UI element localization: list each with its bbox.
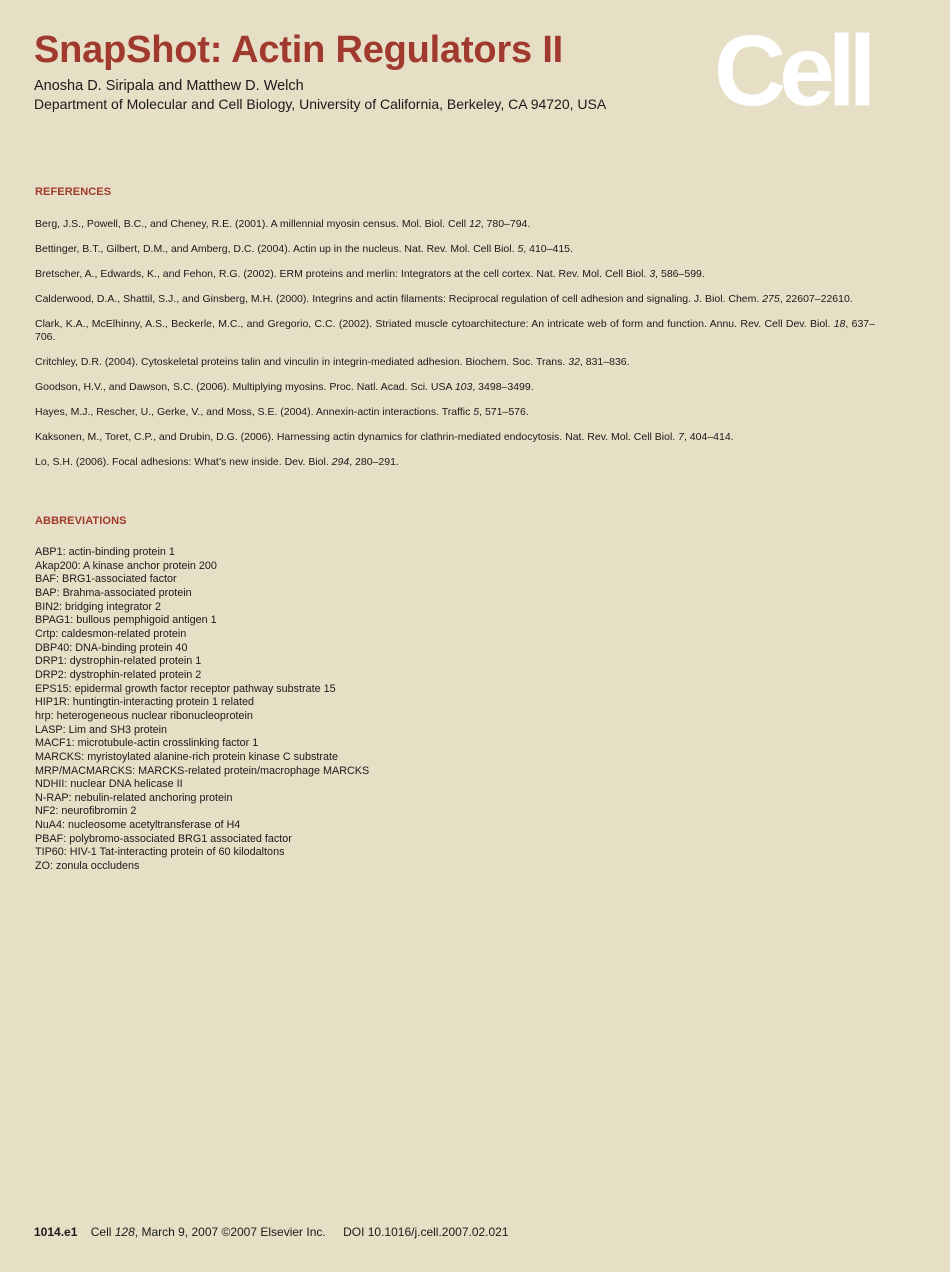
abbreviation-item: Crtp: caldesmon-related protein [35, 627, 187, 640]
reference-text: Berg, J.S., Powell, B.C., and Cheney, R.E. (2001). A millennial myosin census. Mol. Biol. Cell [35, 218, 469, 230]
abbreviations-heading: ABBREVIATIONS [35, 515, 127, 527]
abbreviation-item: N-RAP: nebulin-related anchoring protein [35, 791, 233, 804]
affiliation: Department of Molecular and Cell Biology, University of California, Berkeley, CA 94720, USA [34, 96, 607, 112]
reference-pages: , 410–415. [523, 242, 573, 255]
abbreviation-item: HIP1R: huntingtin-interacting protein 1 related [35, 696, 255, 709]
abbreviation-item: BAF: BRG1-associated factor [35, 573, 177, 586]
reference-volume: 103 [454, 380, 473, 393]
references-heading: REFERENCES [35, 186, 112, 198]
abbreviation-item: NF2: neurofibromin 2 [35, 805, 137, 818]
reference-item [35, 293, 875, 307]
reference-text: Goodson, H.V., and Dawson, S.C. (2006). Multiplying myosins. Proc. Natl. Acad. Sci. USA [35, 380, 455, 393]
journal-volume: 128 [114, 1225, 135, 1239]
reference-text: Clark, K.A., McElhinny, A.S., Beckerle, M.C., and Gregorio, C.C. (2002). Striated muscle cytoarchitecture: An intricate web of form and function. Annu. Rev. Cell Dev. Biol. [35, 317, 834, 330]
abbreviation-item: Akap200: A kinase anchor protein 200 [35, 559, 217, 572]
reference-item [35, 456, 875, 470]
reference-text: Critchley, D.R. (2004). Cytoskeletal proteins talin and vinculin in integrin-mediated adhesion. Biochem. Soc. Trans. [35, 355, 569, 368]
abbreviation-item: ABP1: actin-binding protein 1 [35, 546, 175, 558]
reference-volume: 3 [649, 267, 656, 280]
reference-pages: , 3498–3499. [472, 380, 534, 393]
reference-text: Lo, S.H. (2006). Focal adhesions: What’s new inside. Dev. Biol. [35, 455, 332, 468]
abbreviation-item: NuA4: nucleosome acetyltransferase of H4 [35, 819, 241, 832]
reference-volume: 5 [473, 405, 480, 418]
abbreviation-item: PBAF: polybromo-associated BRG1 associated factor [35, 832, 292, 845]
reference-item [35, 431, 875, 445]
abbreviation-item: TIP60: HIV-1 Tat-interacting protein of 60 kilodaltons [35, 846, 285, 859]
reference-volume: 7 [678, 430, 684, 443]
reference-volume: 18 [833, 317, 846, 330]
references-list [35, 218, 875, 480]
journal-date: , March 9, 2007 ©2007 Elsevier Inc. [134, 1225, 326, 1239]
abbreviation-item: ZO: zonula occludens [35, 860, 140, 873]
reference-text: Calderwood, D.A., Shattil, S.J., and Ginsberg, M.H. (2000). Integrins and actin filaments: Reciprocal regulation of cell adhesion and signaling. J. Biol. Chem. [35, 292, 763, 305]
doi: DOI 10.1016/j.cell.2007.02.021 [343, 1225, 509, 1239]
reference-text: Bretscher, A., Edwards, K., and Fehon, R.G. (2002). ERM proteins and merlin: Integrators at the cell cortex. Nat. Rev. Mol. Cell Biol. [35, 267, 650, 280]
abbreviation-item: DRP1: dystrophin-related protein 1 [35, 655, 202, 668]
reference-pages: , 831–836. [579, 355, 630, 368]
reference-pages: , 571–576. [479, 405, 529, 418]
reference-text: Kaksonen, M., Toret, C.P., and Drubin, D.G. (2006). Harnessing actin dynamics for clathrin-mediated endocytosis. Nat. Rev. Mol. Cell Biol. [35, 430, 679, 443]
abbreviation-item: LASP: Lim and SH3 protein [35, 723, 168, 736]
reference-item [35, 381, 875, 395]
reference-text: Hayes, M.J., Rescher, U., Gerke, V., and Moss, S.E. (2004). Annexin-actin interactions. Traffic [35, 405, 474, 418]
reference-item [35, 243, 875, 257]
abbreviation-item: MRP/MACMARCKS: MARCKS-related protein/macrophage MARCKS [35, 764, 370, 777]
abbreviation-item: MACF1: microtubule-actin crosslinking factor 1 [35, 737, 259, 750]
reference-pages: , 22607–22610. [779, 292, 853, 305]
reference-volume: 5 [517, 242, 524, 255]
reference-pages: , 586–599. [655, 267, 705, 280]
abbreviation-item: BPAG1: bullous pemphigoid antigen 1 [35, 614, 217, 627]
reference-item [35, 268, 875, 282]
page-number: 1014.e1 [34, 1225, 78, 1239]
reference-volume: 32 [568, 355, 580, 368]
reference-pages: , 404–414. [683, 430, 734, 443]
abbreviation-item: EPS15: epidermal growth factor receptor pathway substrate 15 [35, 682, 336, 695]
reference-item [35, 318, 875, 345]
reference-pages: , 780–794. [480, 218, 531, 230]
journal-citation [91, 1225, 326, 1239]
cell-journal-logo: Cell [714, 15, 870, 127]
reference-volume: 12 [469, 218, 481, 230]
authors: Anosha D. Siripala and Matthew D. Welch [34, 78, 304, 94]
abbreviation-item: MARCKS: myristoylated alanine-rich protein kinase C substrate [35, 750, 339, 763]
abbreviation-item: BIN2: bridging integrator 2 [35, 600, 162, 613]
reference-pages: , 637–706. [35, 317, 875, 344]
reference-volume: 294 [331, 455, 350, 468]
abbreviations-list [35, 546, 369, 874]
reference-item [35, 406, 875, 420]
abbreviation-item: DRP2: dystrophin-related protein 2 [35, 668, 202, 681]
abbreviation-item: NDHII: nuclear DNA helicase II [35, 778, 183, 791]
reference-item [35, 218, 875, 232]
reference-text: Bettinger, B.T., Gilbert, D.M., and Amberg, D.C. (2004). Actin up in the nucleus. Nat. Rev. Mol. Cell Biol. [35, 242, 518, 255]
abbreviation-item: BAP: Brahma-associated protein [35, 586, 192, 599]
journal-name: Cell [90, 1225, 115, 1239]
abbreviation-item: DBP40: DNA-binding protein 40 [35, 641, 188, 654]
reference-pages: , 280–291. [349, 455, 399, 468]
page-title: SnapShot: Actin Regulators II [34, 29, 564, 71]
reference-volume: 275 [762, 292, 780, 305]
reference-item [35, 356, 875, 370]
page-footer [34, 1224, 509, 1240]
abbreviation-item: hrp: heterogeneous nuclear ribonucleoprotein [35, 709, 253, 722]
